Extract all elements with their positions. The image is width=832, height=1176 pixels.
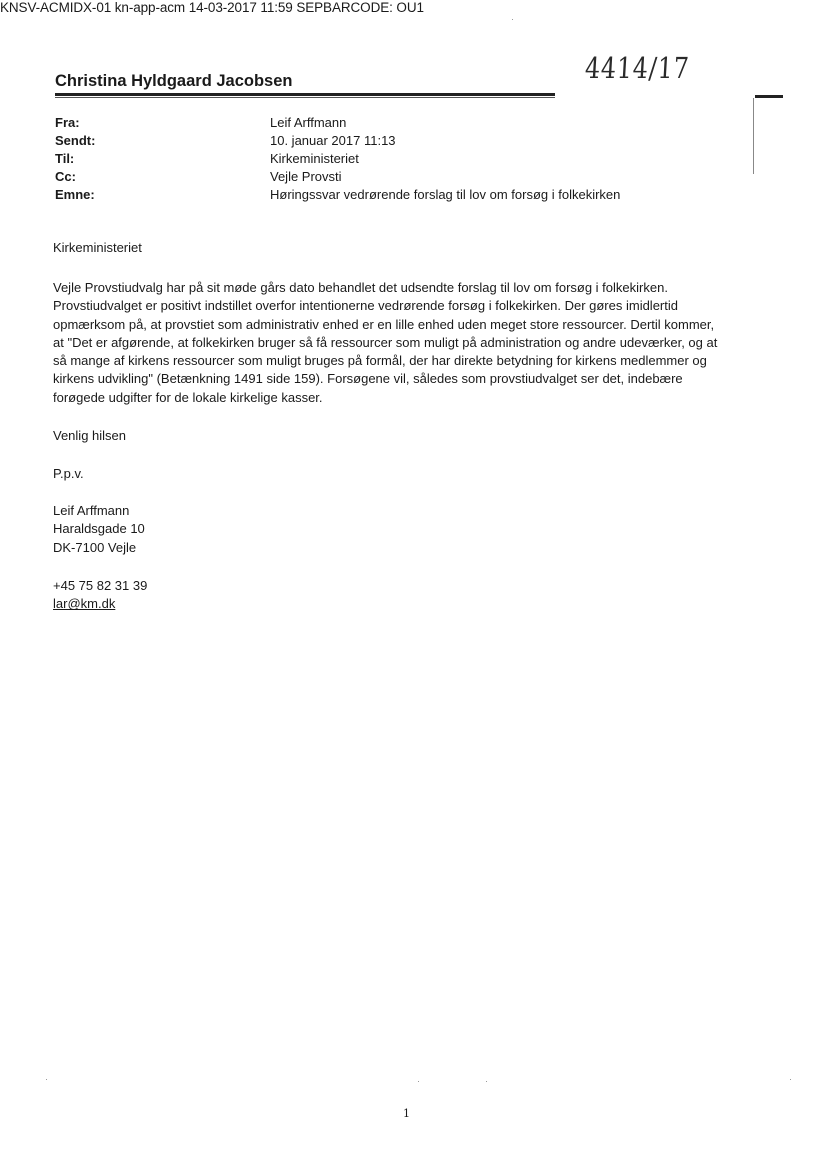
body-line: Provstiudvalget er positivt indstillet overfor intentionerne vedrørende forsøg i folkekirken. Der gøres imidlertid [53, 298, 678, 314]
signature-block [53, 502, 145, 557]
contact-block [53, 577, 147, 614]
scan-speck [486, 1081, 487, 1082]
body-line: kirkens udvikling" (Betænkning 1491 side 159). Forsøgene vil, således som provstiudvalget ser det, indebære [53, 371, 683, 387]
scan-speck [46, 1079, 47, 1080]
signature-email-link[interactable]: lar@km.dk [53, 596, 116, 612]
sender-name-heading: Christina Hyldgaard Jacobsen [55, 72, 293, 90]
scan-speck [418, 1081, 419, 1082]
signature-phone: +45 75 82 31 39 [53, 578, 148, 593]
ppv: P.p.v. [53, 466, 84, 481]
salutation: Kirkeministeriet [53, 240, 142, 255]
signature-city: DK-7100 Vejle [53, 539, 137, 555]
cc-value: Vejle Provsti [270, 169, 342, 184]
scan-edge-line [753, 98, 754, 174]
subject-label: Emne: [55, 187, 95, 202]
scan-edge-mark [755, 95, 783, 98]
body-line: opmærksom på, at provstiet som administrativ enhed er en lille enhed uden meget store ressourcer. Dertil kommer, [53, 316, 715, 332]
body-line: Vejle Provstiudvalg har på sit møde gårs dato behandlet det udsendte forslag til lov om forsøg i folkekirken. [53, 280, 668, 295]
from-value: Leif Arffmann [270, 115, 347, 130]
page-number: 1 [403, 1107, 410, 1120]
scan-speck [790, 1079, 791, 1080]
to-label: Til: [55, 151, 75, 166]
from-label: Fra: [55, 115, 80, 130]
signature-name: Leif Arffmann [53, 503, 130, 518]
body-line: at "Det er afgørende, at folkekirken bruger så få ressourcer som muligt på administration og andre udeværker, og at [53, 334, 718, 350]
sent-label: Sendt: [55, 133, 96, 148]
cc-label: Cc: [55, 169, 76, 184]
closing: Venlig hilsen [53, 428, 126, 443]
to-value: Kirkeministeriet [270, 151, 359, 166]
signature-street: Haraldsgade 10 [53, 521, 145, 537]
body-line: forøgede udgifter for de lokale kirkelige kasser. [53, 389, 323, 405]
header-rule-thin [55, 97, 555, 98]
handwritten-case-number: 4414/17 [584, 51, 691, 85]
fax-transmission-header: KNSV-ACMIDX-01 kn-app-acm 14-03-2017 11:59 SEPBARCODE: OU1 [0, 0, 424, 15]
sent-value: 10. januar 2017 11:13 [270, 133, 396, 148]
body-paragraph [53, 279, 793, 407]
subject-value: Høringssvar vedrørende forslag til lov om forsøg i folkekirken [270, 187, 621, 202]
header-rule [55, 93, 555, 96]
scan-speck [512, 19, 513, 20]
body-line: så mange af kirkens ressourcer som muligt bruges på formål, der har direkte betydning for kirkens medlemmer og [53, 353, 707, 369]
